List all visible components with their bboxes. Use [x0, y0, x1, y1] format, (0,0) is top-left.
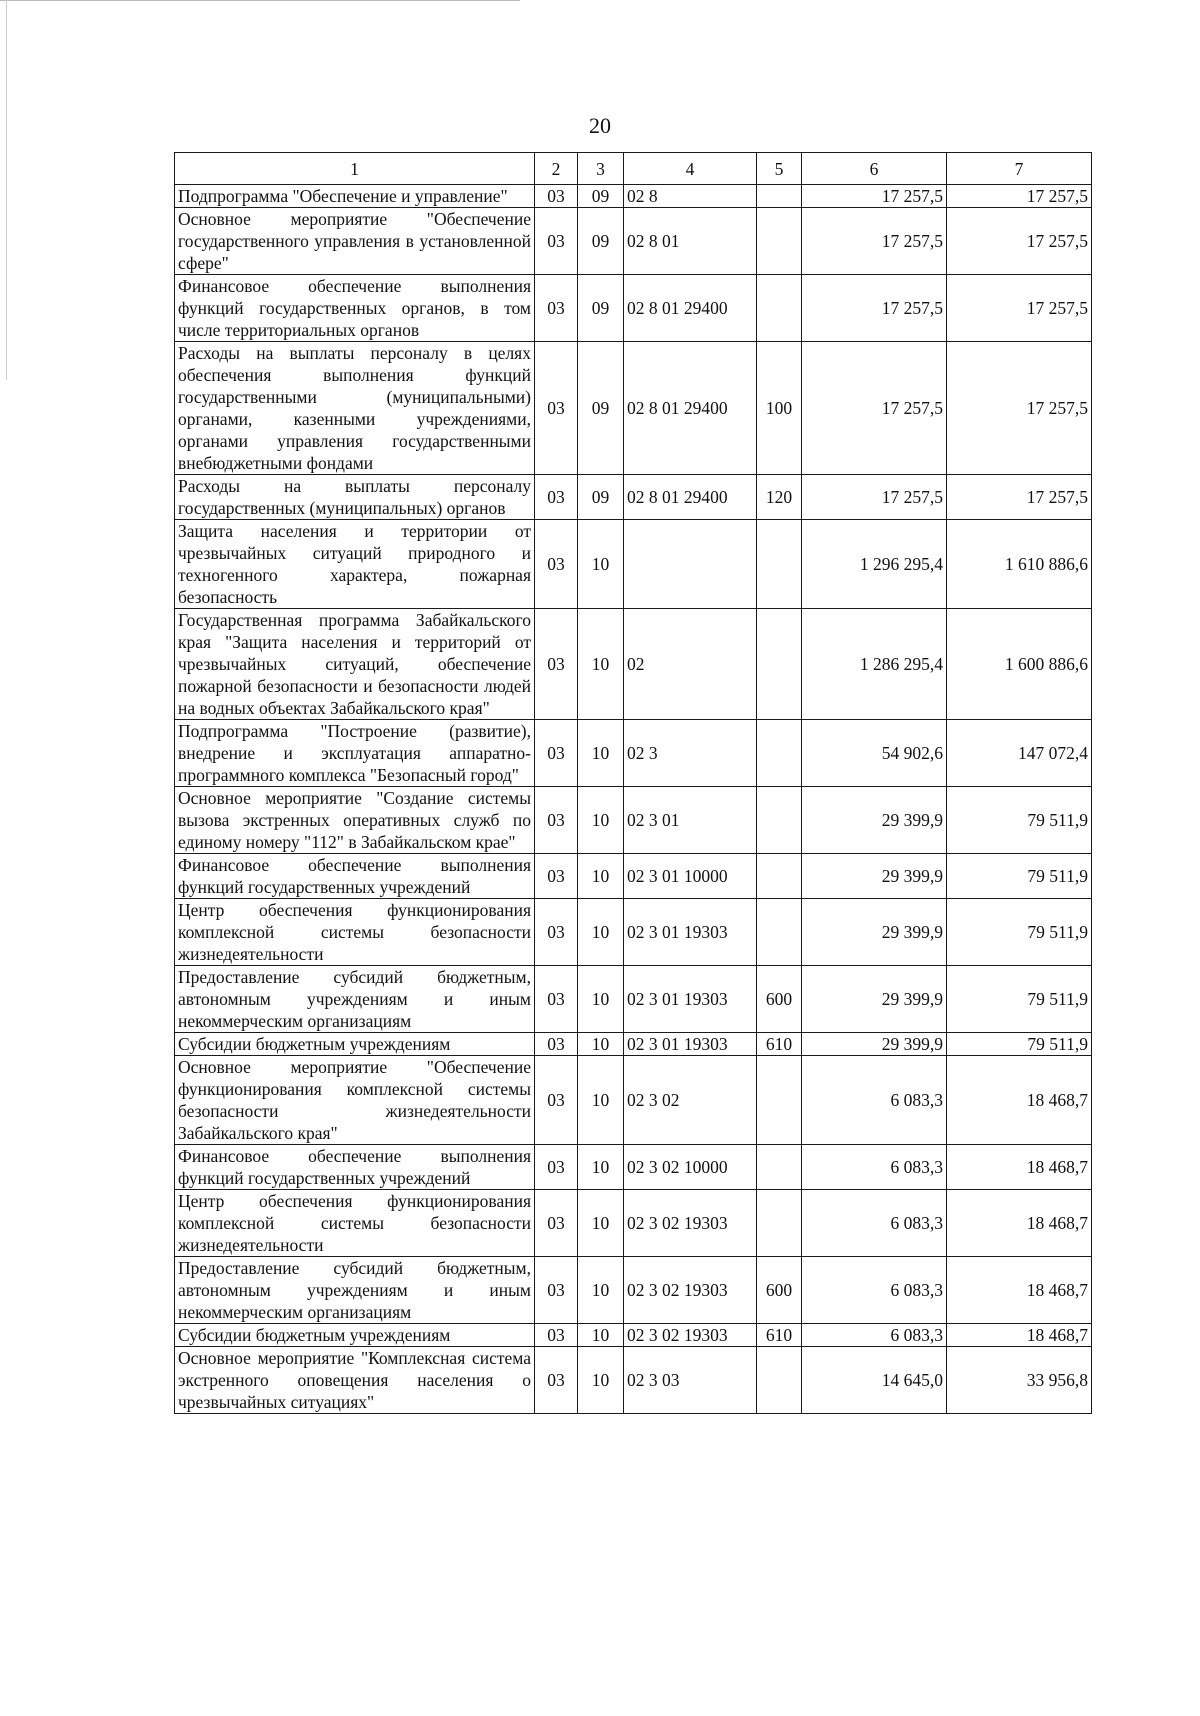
row-col-2-cell: 03 [535, 520, 578, 609]
row-col-4-cell: 02 3 02 19303 [624, 1257, 757, 1324]
header-col-7: 7 [947, 153, 1092, 185]
row-col-6-cell: 17 257,5 [802, 342, 947, 475]
row-name-cell: Предоставление субсидий бюджетным, автономным учреждениям и иным некоммерческим организациям [175, 966, 535, 1033]
row-col-4-cell: 02 3 01 19303 [624, 1033, 757, 1056]
scan-edge-left [6, 0, 7, 380]
row-col-5-cell: 610 [757, 1033, 802, 1056]
row-col-6-cell: 6 083,3 [802, 1145, 947, 1190]
row-col-3-cell: 10 [578, 899, 624, 966]
row-name-cell: Финансовое обеспечение выполнения функций государственных учреждений [175, 1145, 535, 1190]
row-col-4-cell: 02 3 03 [624, 1347, 757, 1414]
row-col-5-cell [757, 1347, 802, 1414]
row-col-6-cell: 29 399,9 [802, 899, 947, 966]
row-col-4-cell: 02 3 [624, 720, 757, 787]
row-col-2-cell: 03 [535, 1033, 578, 1056]
row-name-cell: Субсидии бюджетным учреждениям [175, 1324, 535, 1347]
row-col-2-cell: 03 [535, 609, 578, 720]
row-col-3-cell: 10 [578, 1347, 624, 1414]
table-row [175, 1190, 1092, 1257]
row-name-cell: Подпрограмма "Построение (развитие), внедрение и эксплуатация аппаратно-программного комплекса "Безопасный город" [175, 720, 535, 787]
row-col-6-cell: 29 399,9 [802, 854, 947, 899]
row-col-5-cell [757, 1190, 802, 1257]
header-col-5: 5 [757, 153, 802, 185]
row-col-4-cell: 02 3 02 19303 [624, 1190, 757, 1257]
row-col-7-cell: 17 257,5 [947, 185, 1092, 208]
row-col-2-cell: 03 [535, 1257, 578, 1324]
row-col-2-cell: 03 [535, 854, 578, 899]
row-col-5-cell: 600 [757, 966, 802, 1033]
row-col-3-cell: 10 [578, 1190, 624, 1257]
row-col-7-cell: 17 257,5 [947, 342, 1092, 475]
row-col-2-cell: 03 [535, 1347, 578, 1414]
row-col-6-cell: 17 257,5 [802, 208, 947, 275]
row-col-3-cell: 10 [578, 966, 624, 1033]
row-col-5-cell [757, 899, 802, 966]
header-col-1: 1 [175, 153, 535, 185]
table-row [175, 475, 1092, 520]
row-col-2-cell: 03 [535, 1324, 578, 1347]
table-row [175, 208, 1092, 275]
row-col-4-cell: 02 3 01 19303 [624, 966, 757, 1033]
row-col-5-cell [757, 1056, 802, 1145]
row-col-2-cell: 03 [535, 966, 578, 1033]
row-col-7-cell: 17 257,5 [947, 208, 1092, 275]
row-col-7-cell: 79 511,9 [947, 854, 1092, 899]
row-col-6-cell: 29 399,9 [802, 966, 947, 1033]
row-col-3-cell: 10 [578, 720, 624, 787]
row-col-2-cell: 03 [535, 208, 578, 275]
row-col-4-cell: 02 3 01 [624, 787, 757, 854]
table-row [175, 1347, 1092, 1414]
row-col-4-cell: 02 3 02 19303 [624, 1324, 757, 1347]
row-col-6-cell: 6 083,3 [802, 1190, 947, 1257]
row-col-6-cell: 6 083,3 [802, 1257, 947, 1324]
table-row [175, 966, 1092, 1033]
row-name-cell: Расходы на выплаты персоналу в целях обеспечения выполнения функций государственными (муниципальными) органами, казенными учреждениями, органами управления государственными внебюджетными фондами [175, 342, 535, 475]
row-col-2-cell: 03 [535, 1190, 578, 1257]
row-col-2-cell: 03 [535, 1145, 578, 1190]
row-col-6-cell: 17 257,5 [802, 185, 947, 208]
row-col-6-cell: 1 296 295,4 [802, 520, 947, 609]
row-col-6-cell: 14 645,0 [802, 1347, 947, 1414]
table-row [175, 899, 1092, 966]
row-col-6-cell: 6 083,3 [802, 1056, 947, 1145]
row-name-cell: Расходы на выплаты персоналу государственных (муниципальных) органов [175, 475, 535, 520]
row-col-5-cell [757, 185, 802, 208]
header-col-2: 2 [535, 153, 578, 185]
row-name-cell: Подпрограмма "Обеспечение и управление" [175, 185, 535, 208]
table-row [175, 1257, 1092, 1324]
row-col-2-cell: 03 [535, 1056, 578, 1145]
row-col-7-cell: 79 511,9 [947, 899, 1092, 966]
row-col-2-cell: 03 [535, 475, 578, 520]
row-col-3-cell: 10 [578, 1145, 624, 1190]
row-col-4-cell: 02 3 02 [624, 1056, 757, 1145]
row-col-2-cell: 03 [535, 787, 578, 854]
row-col-3-cell: 10 [578, 787, 624, 854]
row-col-3-cell: 10 [578, 1033, 624, 1056]
row-col-2-cell: 03 [535, 185, 578, 208]
scan-edge-top [0, 0, 520, 1]
row-col-6-cell: 6 083,3 [802, 1324, 947, 1347]
row-col-6-cell: 1 286 295,4 [802, 609, 947, 720]
table-row [175, 275, 1092, 342]
row-col-7-cell: 79 511,9 [947, 787, 1092, 854]
row-name-cell: Основное мероприятие "Комплексная система экстренного оповещения населения о чрезвычайных ситуациях" [175, 1347, 535, 1414]
row-col-7-cell: 18 468,7 [947, 1324, 1092, 1347]
table-row [175, 609, 1092, 720]
row-col-7-cell: 18 468,7 [947, 1190, 1092, 1257]
row-col-6-cell: 17 257,5 [802, 475, 947, 520]
row-col-7-cell: 17 257,5 [947, 275, 1092, 342]
page-number: 20 [589, 113, 611, 138]
row-col-7-cell: 79 511,9 [947, 966, 1092, 1033]
row-col-2-cell: 03 [535, 720, 578, 787]
table-row [175, 342, 1092, 475]
row-col-6-cell: 29 399,9 [802, 787, 947, 854]
table-header-row [175, 153, 1092, 185]
row-col-3-cell: 09 [578, 275, 624, 342]
row-col-4-cell: 02 8 01 29400 [624, 342, 757, 475]
row-col-3-cell: 09 [578, 185, 624, 208]
row-col-7-cell: 18 468,7 [947, 1257, 1092, 1324]
row-col-6-cell: 29 399,9 [802, 1033, 947, 1056]
row-col-5-cell [757, 854, 802, 899]
row-col-5-cell: 120 [757, 475, 802, 520]
row-col-3-cell: 09 [578, 475, 624, 520]
row-name-cell: Защита населения и территории от чрезвычайных ситуаций природного и техногенного характера, пожарная безопасность [175, 520, 535, 609]
row-name-cell: Основное мероприятие "Обеспечение функционирования комплексной системы безопасности жизнедеятельности Забайкальского края" [175, 1056, 535, 1145]
header-col-3: 3 [578, 153, 624, 185]
row-col-3-cell: 10 [578, 1257, 624, 1324]
row-col-3-cell: 10 [578, 520, 624, 609]
row-col-7-cell: 18 468,7 [947, 1145, 1092, 1190]
table-row [175, 720, 1092, 787]
row-col-5-cell [757, 520, 802, 609]
row-col-4-cell: 02 8 01 [624, 208, 757, 275]
row-name-cell: Центр обеспечения функционирования комплексной системы безопасности жизнедеятельности [175, 899, 535, 966]
budget-table [174, 152, 1092, 1414]
row-col-2-cell: 03 [535, 275, 578, 342]
row-col-4-cell [624, 520, 757, 609]
table-row [175, 787, 1092, 854]
row-col-5-cell: 600 [757, 1257, 802, 1324]
row-col-7-cell: 79 511,9 [947, 1033, 1092, 1056]
row-col-3-cell: 10 [578, 1056, 624, 1145]
row-col-5-cell: 610 [757, 1324, 802, 1347]
row-col-5-cell: 100 [757, 342, 802, 475]
row-col-5-cell [757, 787, 802, 854]
row-name-cell: Основное мероприятие "Обеспечение государственного управления в установленной сфере" [175, 208, 535, 275]
row-col-3-cell: 09 [578, 342, 624, 475]
row-name-cell: Субсидии бюджетным учреждениям [175, 1033, 535, 1056]
table-row [175, 185, 1092, 208]
row-col-3-cell: 10 [578, 854, 624, 899]
row-col-5-cell [757, 275, 802, 342]
row-col-5-cell [757, 208, 802, 275]
row-col-6-cell: 17 257,5 [802, 275, 947, 342]
table-row [175, 1033, 1092, 1056]
row-col-3-cell: 10 [578, 1324, 624, 1347]
row-col-7-cell: 33 956,8 [947, 1347, 1092, 1414]
row-col-4-cell: 02 [624, 609, 757, 720]
row-col-4-cell: 02 8 [624, 185, 757, 208]
header-col-4: 4 [624, 153, 757, 185]
row-name-cell: Государственная программа Забайкальского края "Защита населения и территорий от чрезвычайных ситуаций, обеспечение пожарной безопасности и безопасности людей на водных объектах Забайкальского края" [175, 609, 535, 720]
row-col-7-cell: 17 257,5 [947, 475, 1092, 520]
row-col-2-cell: 03 [535, 342, 578, 475]
row-col-4-cell: 02 3 01 10000 [624, 854, 757, 899]
row-col-5-cell [757, 1145, 802, 1190]
row-col-3-cell: 09 [578, 208, 624, 275]
header-col-6: 6 [802, 153, 947, 185]
row-col-4-cell: 02 8 01 29400 [624, 475, 757, 520]
row-col-7-cell: 1 610 886,6 [947, 520, 1092, 609]
row-col-5-cell [757, 609, 802, 720]
row-col-5-cell [757, 720, 802, 787]
row-col-4-cell: 02 3 01 19303 [624, 899, 757, 966]
row-name-cell: Центр обеспечения функционирования комплексной системы безопасности жизнедеятельности [175, 1190, 535, 1257]
row-col-7-cell: 18 468,7 [947, 1056, 1092, 1145]
row-col-7-cell: 147 072,4 [947, 720, 1092, 787]
row-name-cell: Финансовое обеспечение выполнения функций государственных учреждений [175, 854, 535, 899]
table-row [175, 854, 1092, 899]
row-col-7-cell: 1 600 886,6 [947, 609, 1092, 720]
row-col-4-cell: 02 3 02 10000 [624, 1145, 757, 1190]
row-col-3-cell: 10 [578, 609, 624, 720]
row-name-cell: Финансовое обеспечение выполнения функций государственных органов, в том числе территориальных органов [175, 275, 535, 342]
table-row [175, 1324, 1092, 1347]
row-col-4-cell: 02 8 01 29400 [624, 275, 757, 342]
row-name-cell: Предоставление субсидий бюджетным, автономным учреждениям и иным некоммерческим организациям [175, 1257, 535, 1324]
row-col-2-cell: 03 [535, 899, 578, 966]
table-row [175, 1056, 1092, 1145]
row-name-cell: Основное мероприятие "Создание системы вызова экстренных оперативных служб по единому номеру "112" в Забайкальском крае" [175, 787, 535, 854]
table-row [175, 1145, 1092, 1190]
row-col-6-cell: 54 902,6 [802, 720, 947, 787]
table-row [175, 520, 1092, 609]
